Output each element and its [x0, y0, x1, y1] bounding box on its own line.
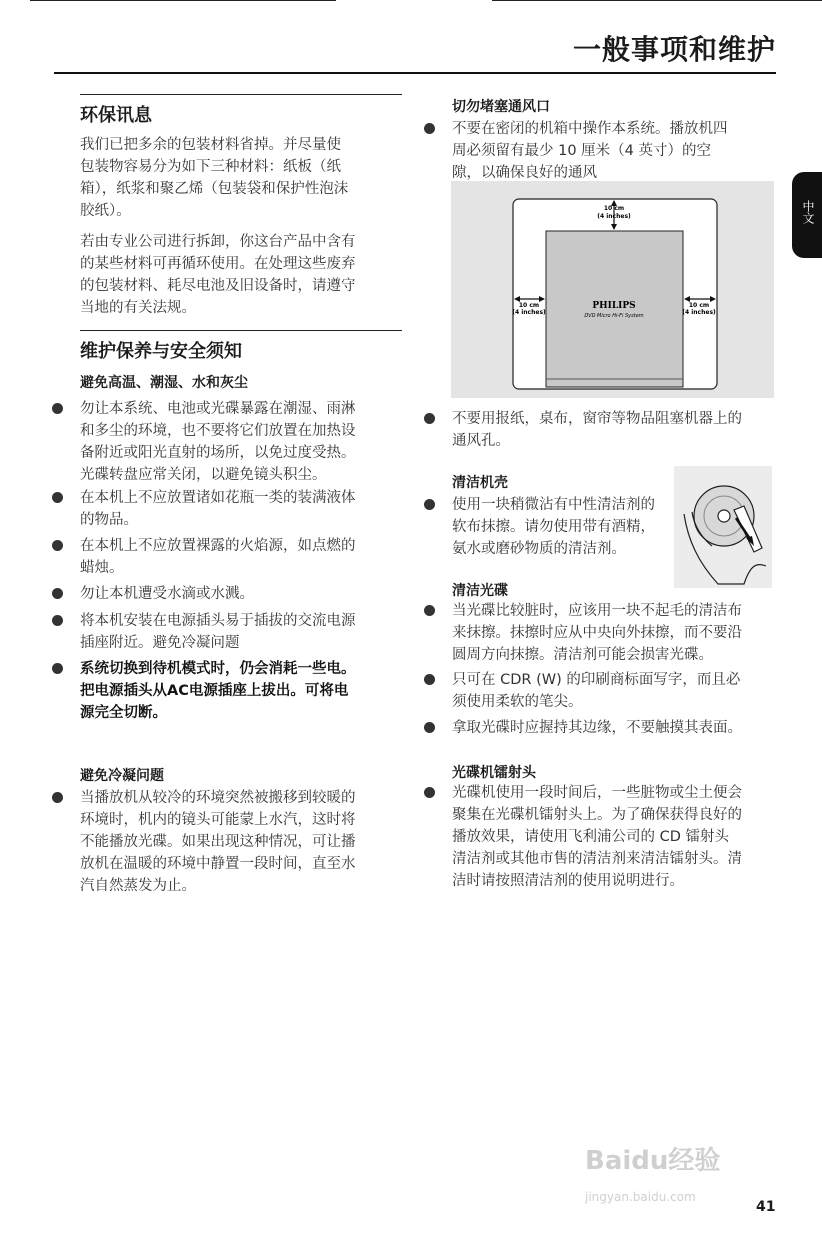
maintenance-heading: 维护保养与安全须知 [80, 341, 242, 362]
bullet-flame: 在本机上不应放置裸露的火焰源，如点燃的 蜡烛。 [80, 535, 410, 579]
page-number: 41 [756, 1199, 776, 1215]
title-rule [54, 72, 776, 74]
subheading-condensation: 避免冷凝问题 [80, 768, 164, 784]
bullet-casing: 使用一块稍微沾有中性清洁剂的 软布抹擦。请勿使用带有酒精， 氨水或磨砂物质的清洁剂。 [452, 494, 677, 560]
section-rule [80, 330, 402, 331]
section-rule [80, 94, 402, 95]
bullet-icon [52, 792, 63, 803]
bullet-disc-writing: 只可在 CDR (W) 的印刷商标面写字，而且必 须使用柔软的笔尖。 [452, 669, 782, 713]
bullet-liquids: 在本机上不应放置诸如花瓶一类的装满液体 的物品。 [80, 487, 410, 531]
baidu-watermark-logo: Baidu经验 [585, 1146, 721, 1176]
vent-heading: 切勿堵塞通风口 [452, 99, 550, 115]
svg-text:10 cm: 10 cm [518, 302, 540, 309]
bullet-vent-blocking: 不要用报纸，桌布，窗帘等物品阻塞机器上的 通风孔。 [452, 408, 782, 452]
bullet-disc-handling: 拿取光碟时应握持其边缘，不要触摸其表面。 [452, 717, 782, 739]
disc-cleaning-illustration [674, 466, 772, 588]
svg-text:10 cm: 10 cm [688, 302, 710, 309]
subheading-heat: 避免高温、潮湿、水和灰尘 [80, 375, 248, 391]
casing-heading: 清洁机壳 [452, 475, 508, 491]
bullet-socket: 将本机安装在电源插头易于插拔的交流电源 插座附近。避免冷凝问题 [80, 610, 410, 654]
eco-paragraph-2: 若由专业公司进行拆卸，你这台产品中含有 的某些材料可再循环使用。在处理这些废弃 的包装材料、耗尽电池及旧设备时，请遵守 当地的有关法规。 [80, 234, 356, 316]
svg-text:PHILIPS: PHILIPS [592, 301, 636, 311]
bullet-icon [424, 605, 435, 616]
bullet-icon [52, 492, 63, 503]
bullet-moisture: 勿让本系统、电池或光碟暴露在潮湿、雨淋 和多尘的环境，也不要将它们放置在加热设 备附近或阳光直射的场所，以免过度受热。 光碟转盘应常关闭，以避免镜头积尘。 [80, 398, 410, 486]
bullet-icon [52, 615, 63, 626]
baidu-watermark-url: jingyan.baidu.com [585, 1190, 696, 1204]
bullet-ventilation: 不要在密闭的机箱中操作本系统。播放机四 周必须留有最少 10 厘米（4 英寸）的空 隙，以确保良好的通风 [452, 118, 782, 184]
bullet-icon [52, 663, 63, 674]
bullet-water: 勿让本机遭受水滴或水溅。 [80, 583, 410, 605]
bullet-icon [424, 499, 435, 510]
disc-heading: 清洁光碟 [452, 583, 508, 599]
svg-text:(4 inches): (4 inches) [682, 309, 716, 316]
bullet-icon [424, 787, 435, 798]
svg-text:DVD Micro Hi-Fi System: DVD Micro Hi-Fi System [584, 313, 644, 319]
bullet-icon [52, 588, 63, 599]
bullet-icon [424, 674, 435, 685]
bullet-icon [424, 413, 435, 424]
bullet-condensation: 当播放机从较冷的环境突然被搬移到较暖的 环境时，机内的镜头可能蒙上水汽，这时将 不能播放光碟。如果出现这种情况，可让播 放机在温暖的环境中静置一段时间，直至水 汽自然蒸发为止。 [80, 787, 410, 897]
bullet-icon [52, 403, 63, 414]
eco-paragraph-1: 我们已把多余的包装材料省掉。并尽量使 包装物容易分为如下三种材料：纸板（纸 箱），纸浆和聚乙烯（包装袋和保护性泡沫 胶纸）。 [80, 137, 349, 219]
bullet-disc-wipe: 当光碟比较脏时，应该用一块不起毛的清洁布 来抹擦。抹擦时应从中央向外抹擦，而不要沿 圆周方向抹擦。清洁剂可能会损害光碟。 [452, 600, 782, 666]
language-tab: 中文 [792, 172, 822, 258]
ventilation-diagram [451, 181, 774, 398]
page-title: 一般事项和维护 [572, 33, 776, 66]
svg-text:10 cm: 10 cm [603, 205, 625, 212]
laser-heading: 光碟机镭射头 [452, 765, 536, 781]
top-border-right [492, 0, 822, 1]
svg-text:(4 inches): (4 inches) [597, 213, 631, 220]
bullet-standby-warning: 系统切换到待机模式时，仍会消耗一些电。 把电源插头从AC电源插座上拔出。可将电 源完全切断。 [80, 658, 410, 724]
bullet-laser-cleaning: 光碟机使用一段时间后，一些脏物或尘土便会 聚集在光碟机镭射头上。为了确保获得良好的 播放效果，请使用飞利浦公司的 CD 镭射头 清洁剂或其他市售的清洁剂来清洁镭射头。清 洁时请按照清洁剂的使用说明进行。 [452, 782, 782, 892]
top-border-left [30, 0, 336, 1]
svg-text:(4 inches): (4 inches) [512, 309, 546, 316]
bullet-icon [424, 123, 435, 134]
bullet-icon [52, 540, 63, 551]
bullet-icon [424, 722, 435, 733]
eco-heading: 环保讯息 [80, 105, 152, 126]
